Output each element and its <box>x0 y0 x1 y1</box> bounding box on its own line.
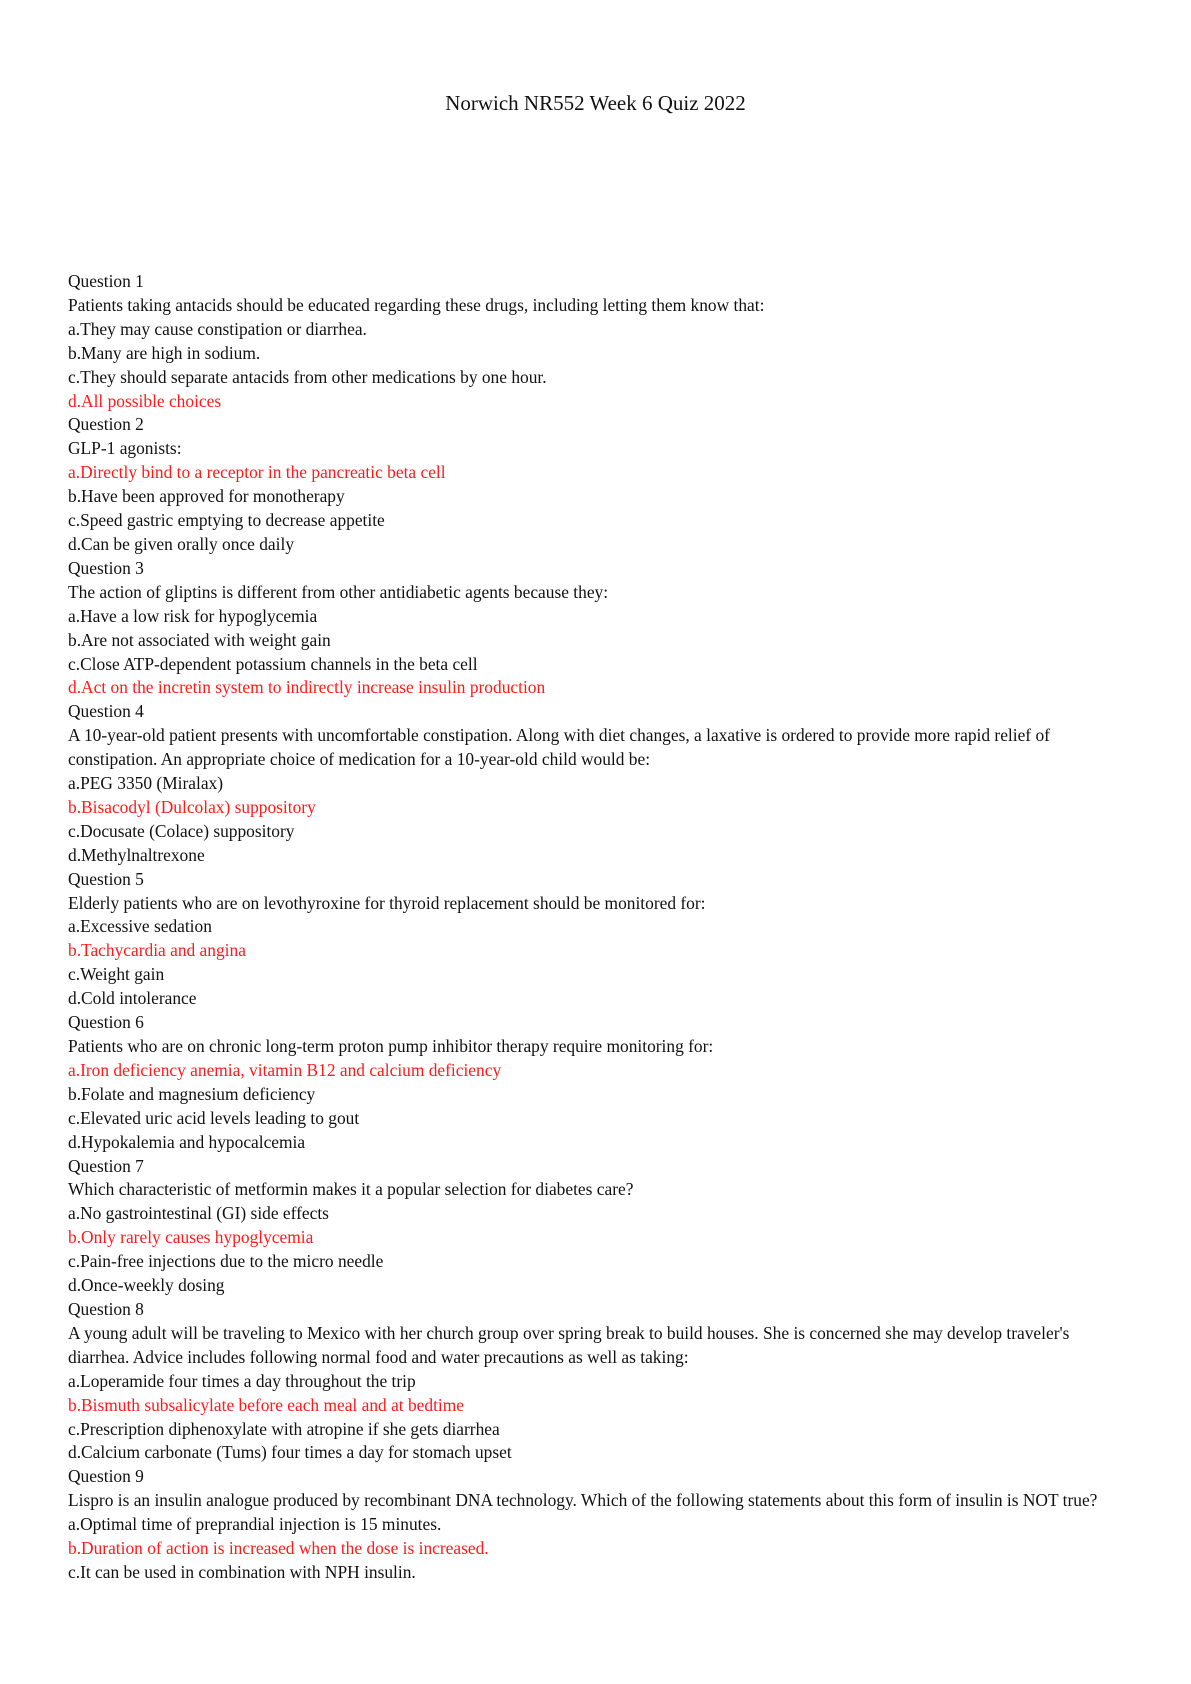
answer-option: d.Can be given orally once daily <box>68 533 295 554</box>
question-block <box>68 413 1128 556</box>
answer-option: d.Once-weekly dosing <box>68 1275 225 1296</box>
answer-option: c.Weight gain <box>68 964 165 985</box>
question-heading: Question 2 <box>68 414 144 435</box>
question-block <box>68 868 1128 1011</box>
answer-option: b.Many are high in sodium. <box>68 342 261 363</box>
answer-option: b.Folate and magnesium deficiency <box>68 1083 316 1104</box>
question-stem: A 10-year-old patient presents with uncomfortable constipation. Along with diet changes, a laxative is ordered to provide more rapid relief of constipation. An appropriate choice of medication for a 10-year-old child would be: <box>68 725 1050 770</box>
answer-option: a.Optimal time of preprandial injection is 15 minutes. <box>68 1514 442 1535</box>
answer-option: a.Have a low risk for hypoglycemia <box>68 605 318 626</box>
answer-option: d.Calcium carbonate (Tums) four times a day for stomach upset <box>68 1442 512 1463</box>
question-heading: Question 7 <box>68 1155 144 1176</box>
answer-option: d.Methylnaltrexone <box>68 844 205 865</box>
answer-option-correct: a.Directly bind to a receptor in the pancreatic beta cell <box>68 462 446 483</box>
answer-option: c.It can be used in combination with NPH insulin. <box>68 1561 416 1582</box>
question-stem: Elderly patients who are on levothyroxine for thyroid replacement should be monitored for: <box>68 892 706 913</box>
question-stem: A young adult will be traveling to Mexico with her church group over spring break to build houses. She is concerned she may develop traveler's diarrhea. Advice includes following normal food and water precautions as well as taking: <box>68 1322 1070 1367</box>
question-stem: Lispro is an insulin analogue produced by recombinant DNA technology. Which of the following statements about this form of insulin is NOT true? <box>68 1490 1098 1511</box>
question-stem: GLP-1 agonists: <box>68 438 182 459</box>
question-heading: Question 5 <box>68 868 144 889</box>
answer-option-correct: a.Iron deficiency anemia, vitamin B12 and calcium deficiency <box>68 1059 502 1080</box>
answer-option: c.Prescription diphenoxylate with atropine if she gets diarrhea <box>68 1418 500 1439</box>
answer-option: c.Close ATP-dependent potassium channels in the beta cell <box>68 653 478 674</box>
answer-option: a.Excessive sedation <box>68 916 212 937</box>
question-block <box>68 700 1128 867</box>
answer-option: c.Speed gastric emptying to decrease appetite <box>68 510 385 531</box>
answer-option: d.Cold intolerance <box>68 988 197 1009</box>
answer-option: a.They may cause constipation or diarrhea. <box>68 318 367 339</box>
quiz-content <box>68 270 1128 1585</box>
question-block <box>68 1011 1128 1154</box>
document-title: Norwich NR552 Week 6 Quiz 2022 <box>445 91 746 115</box>
question-block <box>68 1298 1128 1465</box>
answer-option-correct: b.Tachycardia and angina <box>68 940 246 961</box>
answer-option: a.No gastrointestinal (GI) side effects <box>68 1203 329 1224</box>
question-block <box>68 1155 1128 1298</box>
question-block <box>68 557 1128 700</box>
answer-option-correct: b.Only rarely causes hypoglycemia <box>68 1227 314 1248</box>
question-heading: Question 4 <box>68 701 144 722</box>
answer-option: c.Docusate (Colace) suppository <box>68 820 295 841</box>
answer-option: a.Loperamide four times a day throughout the trip <box>68 1370 416 1391</box>
question-heading: Question 1 <box>68 271 144 291</box>
answer-option: b.Are not associated with weight gain <box>68 629 331 650</box>
question-stem: Patients taking antacids should be educated regarding these drugs, including letting them know that: <box>68 294 765 315</box>
question-stem: The action of gliptins is different from other antidiabetic agents because they: <box>68 581 609 602</box>
question-stem: Patients who are on chronic long-term proton pump inhibitor therapy require monitoring for: <box>68 1036 714 1056</box>
question-heading: Question 3 <box>68 557 144 578</box>
answer-option: a.PEG 3350 (Miralax) <box>68 773 224 794</box>
answer-option: d.Hypokalemia and hypocalcemia <box>68 1131 306 1152</box>
question-heading: Question 8 <box>68 1298 144 1319</box>
question-stem: Which characteristic of metformin makes it a popular selection for diabetes care? <box>68 1179 634 1200</box>
question-block <box>68 270 1128 413</box>
answer-option: c.Elevated uric acid levels leading to gout <box>68 1107 360 1128</box>
answer-option: c.Pain-free injections due to the micro needle <box>68 1251 384 1272</box>
answer-option-correct: b.Bisacodyl (Dulcolax) suppository <box>68 796 316 817</box>
answer-option: c.They should separate antacids from other medications by one hour. <box>68 366 547 387</box>
answer-option: b.Have been approved for monotherapy <box>68 486 345 507</box>
answer-option-correct: b.Duration of action is increased when the dose is increased. <box>68 1538 489 1559</box>
question-heading: Question 9 <box>68 1466 144 1487</box>
question-heading: Question 6 <box>68 1012 144 1033</box>
answer-option-correct: b.Bismuth subsalicylate before each meal and at bedtime <box>68 1394 464 1415</box>
answer-option-correct: d.All possible choices <box>68 390 222 411</box>
question-block <box>68 1465 1128 1585</box>
answer-option-correct: d.Act on the incretin system to indirectly increase insulin production <box>68 677 546 698</box>
